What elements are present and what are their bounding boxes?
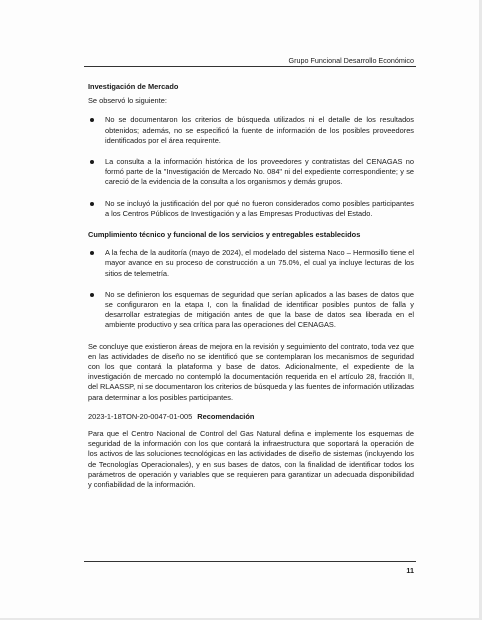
conclusion-paragraph: Se concluye que existieron áreas de mejora en la revisión y seguimiento del contrato, toda vez que en las actividades de diseño no se identificó que se contemplaran los mecanismos de seguridad con los que contará la plataforma y base de datos. Adicionalmente, el expediente de la investigación de mercado no contempló la documentación requerida en el artículo 28, fracción II, del RLAASSP, ni se documentaron los criterios de búsqueda y las fuentes de información utilizadas para determinar a los posibles participantes. bbox=[88, 341, 414, 402]
page-number: 11 bbox=[406, 566, 414, 575]
compliance-bullet-list bbox=[88, 248, 414, 330]
header-rule bbox=[84, 66, 416, 67]
list-item-text: No se definieron los esquemas de seguridad que serían aplicados a las bases de datos que se configuraron en la etapa I, con la finalidad de identificar posibles puntos de falla y desarrollar estrategias de mitigación antes de que la base de datos sea liberada en el ambiente productivo y sea crítica para las operaciones del CENAGAS. bbox=[105, 289, 414, 330]
market-intro: Se observó lo siguiente: bbox=[88, 96, 167, 106]
recommendation-heading bbox=[88, 412, 414, 422]
footer-rule bbox=[84, 561, 416, 562]
list-item bbox=[88, 248, 414, 279]
list-item bbox=[88, 115, 414, 146]
list-item bbox=[88, 290, 414, 331]
list-item bbox=[88, 157, 414, 188]
list-item-text: No se incluyó la justificación del por qué no fueron considerados como posibles participantes a los Centros Públicos de Investigación y a las Empresas Productivas del Estado. bbox=[105, 198, 414, 218]
bullet-icon bbox=[90, 160, 94, 164]
list-item bbox=[88, 199, 414, 219]
bullet-icon bbox=[90, 293, 94, 297]
list-item-text: No se documentaron los criterios de búsqueda utilizados ni el detalle de los resultados obtenidos; además, no se especificó la fuente de información de los posibles proveedores identificados por el área requirente. bbox=[105, 115, 414, 145]
running-header: Grupo Funcional Desarrollo Económico bbox=[288, 56, 414, 65]
recommendation-label: Recomendación bbox=[197, 411, 255, 421]
section-heading-market: Investigación de Mercado bbox=[88, 82, 179, 91]
bullet-icon bbox=[90, 118, 94, 122]
bullet-icon bbox=[90, 202, 94, 206]
section-heading-compliance: Cumplimiento técnico y funcional de los servicios y entregables establecidos bbox=[88, 230, 361, 240]
bullet-icon bbox=[90, 251, 94, 255]
recommendation-code: 2023-1-18TON-20-0047-01-005 bbox=[88, 411, 193, 421]
recommendation-paragraph: Para que el Centro Nacional de Control del Gas Natural defina e implemente los esquemas de seguridad de la información con los que contará la infraestructura que soportará la operación de los activos de las soluciones tecnológicas en las actividades de diseño de sistemas (incluyendo los de Tecnologías Operacionales), y en sus bases de datos, con la finalidad de identificar todos los parámetros de operación y variables que se requieren para garantizar un adecuada disponibilidad y confiabilidad de la información. bbox=[88, 429, 414, 490]
market-bullet-list bbox=[88, 115, 414, 219]
page-body bbox=[88, 82, 414, 499]
list-item-text: La consulta a la información histórica de los proveedores y contratistas del CENAGAS no formó parte de la "Investigación de Mercado No. 084" ni del expediente correspondiente; y se careció de la evidencia de la consulta a los organismos y demás grupos. bbox=[105, 157, 414, 187]
list-item-text: A la fecha de la auditoría (mayo de 2024), el modelado del sistema Naco – Hermosillo tiene el mayor avance en su proceso de construcción a un 75.0%, el cual ya incluye lecturas de los sitios de telemetría. bbox=[105, 248, 414, 278]
